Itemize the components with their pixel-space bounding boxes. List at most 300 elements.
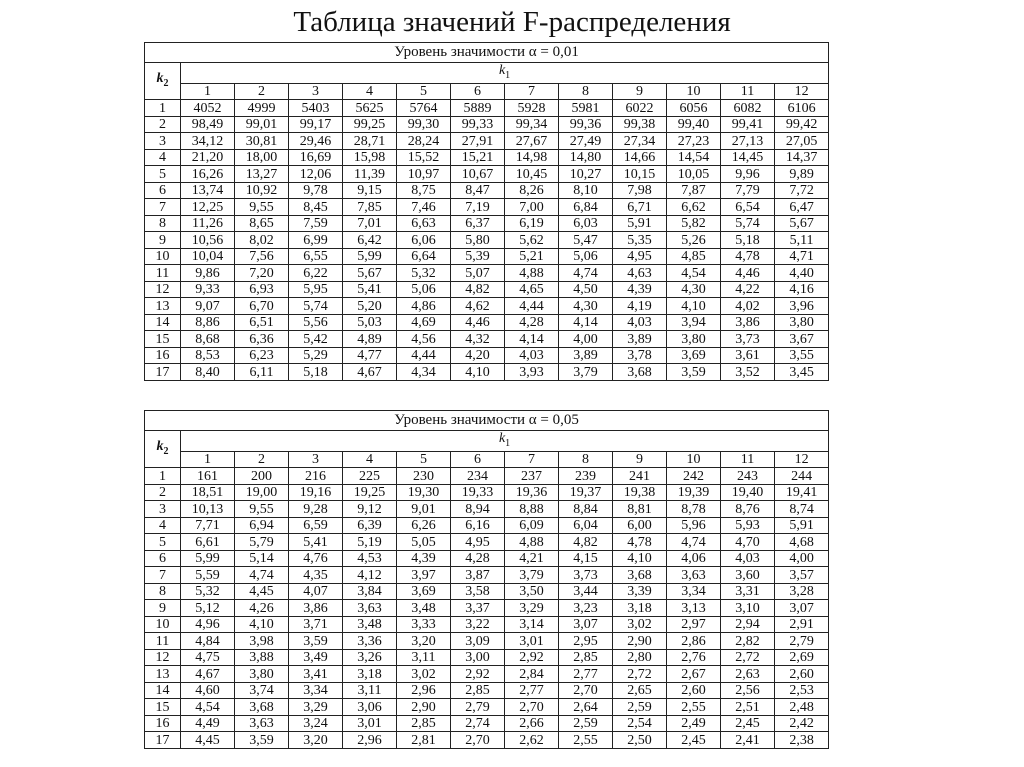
table-cell: 6,42 [343, 232, 397, 249]
table-cell: 7,85 [343, 199, 397, 216]
table-cell: 7,19 [451, 199, 505, 216]
table-cell: 3,18 [343, 666, 397, 683]
table-cell: 3,88 [235, 649, 289, 666]
table-row [145, 100, 829, 117]
table-cell: 5,82 [667, 215, 721, 232]
table-cell: 8,84 [559, 501, 613, 518]
table-cell: 2,77 [559, 666, 613, 683]
table-row [145, 649, 829, 666]
table-cell: 2,59 [613, 699, 667, 716]
table-cell: 13,74 [181, 182, 235, 199]
table-row [145, 517, 829, 534]
table-cell: 10,97 [397, 166, 451, 183]
table-cell: 237 [505, 468, 559, 485]
table-cell: 3,06 [343, 699, 397, 716]
table-cell: 3,86 [289, 600, 343, 617]
row-header-k2: 11 [145, 265, 181, 282]
table-cell: 4,63 [613, 265, 667, 282]
table-cell: 3,80 [667, 331, 721, 348]
table-cell: 11,26 [181, 215, 235, 232]
table-cell: 3,63 [343, 600, 397, 617]
table-row [145, 550, 829, 567]
table-cell: 4,78 [613, 534, 667, 551]
table-cell: 5,42 [289, 331, 343, 348]
table-cell: 2,60 [775, 666, 829, 683]
table-cell: 6,26 [397, 517, 451, 534]
table-cell: 3,33 [397, 616, 451, 633]
table-cell: 4,46 [721, 265, 775, 282]
table-cell: 4,10 [667, 298, 721, 315]
table-cell: 4,86 [397, 298, 451, 315]
row-header-k2: 1 [145, 468, 181, 485]
table-cell: 5,14 [235, 550, 289, 567]
table-cell: 12,06 [289, 166, 343, 183]
table-cell: 10,56 [181, 232, 235, 249]
table-cell: 3,07 [559, 616, 613, 633]
table-cell: 4,85 [667, 248, 721, 265]
page-title: Таблица значений F-распределения [293, 6, 731, 38]
table-cell: 2,77 [505, 682, 559, 699]
table-cell: 2,48 [775, 699, 829, 716]
column-header: 10 [667, 451, 721, 468]
table-cell: 18,00 [235, 149, 289, 166]
table-cell: 7,98 [613, 182, 667, 199]
table-cell: 4,30 [559, 298, 613, 315]
table-cell: 2,64 [559, 699, 613, 716]
table-cell: 7,20 [235, 265, 289, 282]
table-cell: 7,00 [505, 199, 559, 216]
row-header-k2: 13 [145, 298, 181, 315]
table-cell: 4,74 [559, 265, 613, 282]
table-cell: 7,46 [397, 199, 451, 216]
column-header: 12 [775, 451, 829, 468]
table-cell: 9,28 [289, 501, 343, 518]
table-cell: 7,72 [775, 182, 829, 199]
table-cell: 19,25 [343, 484, 397, 501]
row-header-k2: 8 [145, 583, 181, 600]
table-cell: 3,13 [667, 600, 721, 617]
table-cell: 5,06 [397, 281, 451, 298]
table-cell: 16,69 [289, 149, 343, 166]
table-cell: 5,95 [289, 281, 343, 298]
table-cell: 19,39 [667, 484, 721, 501]
table-cell: 4,14 [559, 314, 613, 331]
table-axis-row [145, 63, 829, 84]
table-cell: 6082 [721, 100, 775, 117]
table-cell: 2,90 [613, 633, 667, 650]
table-axis-row [145, 431, 829, 452]
column-header: 10 [667, 83, 721, 100]
table-cell: 5928 [505, 100, 559, 117]
table-cell: 4,10 [235, 616, 289, 633]
table-cell: 3,44 [559, 583, 613, 600]
table-row [145, 331, 829, 348]
table-cell: 4,49 [181, 715, 235, 732]
table-cell: 4,35 [289, 567, 343, 584]
table-cell: 5,29 [289, 347, 343, 364]
table-cell: 2,95 [559, 633, 613, 650]
table-caption-row [145, 43, 829, 63]
table-cell: 4,62 [451, 298, 505, 315]
table-row [145, 501, 829, 518]
table-cell: 3,79 [505, 567, 559, 584]
table-cell: 34,12 [181, 133, 235, 150]
table-cell: 8,40 [181, 364, 235, 381]
table-cell: 10,92 [235, 182, 289, 199]
table-cell: 3,80 [775, 314, 829, 331]
table-cell: 4,67 [343, 364, 397, 381]
table-cell: 8,81 [613, 501, 667, 518]
table-cell: 6,19 [505, 215, 559, 232]
table-cell: 6,16 [451, 517, 505, 534]
column-header: 11 [721, 83, 775, 100]
table-cell: 3,61 [721, 347, 775, 364]
table-cell: 5,62 [505, 232, 559, 249]
row-header-k2: 7 [145, 199, 181, 216]
table-cell: 4,28 [451, 550, 505, 567]
table-cell: 9,96 [721, 166, 775, 183]
table-cell: 10,45 [505, 166, 559, 183]
table-cell: 5625 [343, 100, 397, 117]
table-row [145, 281, 829, 298]
k1-label-sub: 1 [505, 69, 511, 81]
table-cell: 29,46 [289, 133, 343, 150]
table-cell: 6,59 [289, 517, 343, 534]
table-cell: 6,62 [667, 199, 721, 216]
table-cell: 14,80 [559, 149, 613, 166]
table-cell: 3,73 [721, 331, 775, 348]
table-cell: 2,63 [721, 666, 775, 683]
table-cell: 3,97 [397, 567, 451, 584]
table-cell: 3,89 [613, 331, 667, 348]
table-cell: 3,34 [289, 682, 343, 699]
table-cell: 27,34 [613, 133, 667, 150]
table-cell: 18,51 [181, 484, 235, 501]
table-cell: 7,59 [289, 215, 343, 232]
table-cell: 11,39 [343, 166, 397, 183]
table-cell: 5,19 [343, 534, 397, 551]
table-cell: 4,39 [613, 281, 667, 298]
table-row [145, 166, 829, 183]
table-cell: 3,07 [775, 600, 829, 617]
table-cell: 14,66 [613, 149, 667, 166]
table-cell: 4,54 [181, 699, 235, 716]
k1-label-text: k [498, 431, 506, 446]
table-cell: 4,89 [343, 331, 397, 348]
table-cell: 2,72 [721, 649, 775, 666]
column-header: 9 [613, 451, 667, 468]
column-header: 8 [559, 451, 613, 468]
table-row [145, 314, 829, 331]
table-cell: 5,59 [181, 567, 235, 584]
table-cell: 2,65 [613, 682, 667, 699]
table-cell: 6,00 [613, 517, 667, 534]
table-cell: 4,00 [775, 550, 829, 567]
table-cell: 27,13 [721, 133, 775, 150]
table-cell: 3,39 [613, 583, 667, 600]
table-cell: 14,54 [667, 149, 721, 166]
table-cell: 3,48 [397, 600, 451, 617]
table-cell: 10,04 [181, 248, 235, 265]
table-cell: 3,68 [235, 699, 289, 716]
table-cell: 19,40 [721, 484, 775, 501]
table-cell: 4052 [181, 100, 235, 117]
table-cell: 4,88 [505, 265, 559, 282]
table-cell: 4,16 [775, 281, 829, 298]
table-cell: 3,67 [775, 331, 829, 348]
table-cell: 9,78 [289, 182, 343, 199]
table-cell: 8,26 [505, 182, 559, 199]
row-header-k2: 15 [145, 699, 181, 716]
table-cell: 4,45 [235, 583, 289, 600]
row-header-k2: 14 [145, 682, 181, 699]
table-cell: 19,41 [775, 484, 829, 501]
table-cell: 19,33 [451, 484, 505, 501]
table-cell: 27,91 [451, 133, 505, 150]
table-cell: 3,20 [397, 633, 451, 650]
table-cell: 4,78 [721, 248, 775, 265]
row-header-k2: 10 [145, 248, 181, 265]
table-cell: 2,72 [613, 666, 667, 683]
table-cell: 3,10 [721, 600, 775, 617]
k2-label-text: k [156, 439, 164, 455]
table-cell: 2,92 [505, 649, 559, 666]
table-cell: 3,52 [721, 364, 775, 381]
table-cell: 14,45 [721, 149, 775, 166]
table-cell: 3,74 [235, 682, 289, 699]
table-cell: 3,79 [559, 364, 613, 381]
table-cell: 4,22 [721, 281, 775, 298]
table-cell: 9,55 [235, 199, 289, 216]
table-cell: 2,74 [451, 715, 505, 732]
table-cell: 3,80 [235, 666, 289, 683]
table-cell: 3,01 [505, 633, 559, 650]
table-cell: 5,05 [397, 534, 451, 551]
k2-label-sub: 2 [163, 78, 169, 90]
table-cell: 8,74 [775, 501, 829, 518]
table-cell: 5,91 [775, 517, 829, 534]
table-cell: 15,98 [343, 149, 397, 166]
table-cell: 2,86 [667, 633, 721, 650]
table-cell: 27,49 [559, 133, 613, 150]
table-cell: 5,79 [235, 534, 289, 551]
table-row [145, 199, 829, 216]
table-cell: 7,01 [343, 215, 397, 232]
column-header: 6 [451, 451, 505, 468]
table-cell: 3,68 [613, 567, 667, 584]
table-cell: 3,57 [775, 567, 829, 584]
table-cell: 10,67 [451, 166, 505, 183]
table-cell: 99,41 [721, 116, 775, 133]
column-header: 1 [181, 451, 235, 468]
table-cell: 2,59 [559, 715, 613, 732]
table-cell: 99,34 [505, 116, 559, 133]
table-cell: 19,16 [289, 484, 343, 501]
table-cell: 5,35 [613, 232, 667, 249]
table-cell: 5,47 [559, 232, 613, 249]
table-cell: 225 [343, 468, 397, 485]
table-cell: 13,27 [235, 166, 289, 183]
table-cell: 14,37 [775, 149, 829, 166]
table-row [145, 583, 829, 600]
table-cell: 2,96 [397, 682, 451, 699]
table-cell: 3,68 [613, 364, 667, 381]
table-cell: 3,50 [505, 583, 559, 600]
table-cell: 4,53 [343, 550, 397, 567]
table-cell: 243 [721, 468, 775, 485]
table-cell: 2,79 [775, 633, 829, 650]
table-cell: 9,15 [343, 182, 397, 199]
table-cell: 10,15 [613, 166, 667, 183]
table-cell: 3,01 [343, 715, 397, 732]
table-cell: 8,94 [451, 501, 505, 518]
row-header-k2: 17 [145, 364, 181, 381]
table-cell: 3,37 [451, 600, 505, 617]
row-header-k2: 2 [145, 116, 181, 133]
row-header-k2: 2 [145, 484, 181, 501]
table-cell: 99,25 [343, 116, 397, 133]
table-row [145, 633, 829, 650]
table-cell: 2,85 [397, 715, 451, 732]
table-cell: 5403 [289, 100, 343, 117]
table-cell: 10,13 [181, 501, 235, 518]
table-row [145, 484, 829, 501]
table-cell: 3,34 [667, 583, 721, 600]
table-cell: 8,10 [559, 182, 613, 199]
table-cell: 3,23 [559, 600, 613, 617]
row-header-k2: 5 [145, 166, 181, 183]
table-cell: 7,79 [721, 182, 775, 199]
table-cell: 161 [181, 468, 235, 485]
column-header: 9 [613, 83, 667, 100]
table-cell: 4999 [235, 100, 289, 117]
table-cell: 2,82 [721, 633, 775, 650]
table-cell: 4,65 [505, 281, 559, 298]
column-header: 6 [451, 83, 505, 100]
table-row [145, 248, 829, 265]
table-cell: 2,69 [775, 649, 829, 666]
row-header-k2: 13 [145, 666, 181, 683]
table-cell: 3,71 [289, 616, 343, 633]
k2-header [145, 63, 181, 100]
table-row [145, 347, 829, 364]
table-cell: 2,97 [667, 616, 721, 633]
table-cell: 9,86 [181, 265, 235, 282]
table-cell: 5,80 [451, 232, 505, 249]
table-cell: 4,03 [505, 347, 559, 364]
table-cell: 4,88 [505, 534, 559, 551]
table-cell: 3,14 [505, 616, 559, 633]
table-cell: 6,03 [559, 215, 613, 232]
table-cell: 6,39 [343, 517, 397, 534]
table-cell: 7,71 [181, 517, 235, 534]
row-header-k2: 6 [145, 550, 181, 567]
table-cell: 4,19 [613, 298, 667, 315]
table-cell: 6,55 [289, 248, 343, 265]
table-row [145, 616, 829, 633]
table-cell: 2,41 [721, 732, 775, 749]
table-cell: 3,63 [235, 715, 289, 732]
row-header-k2: 6 [145, 182, 181, 199]
table-cell: 7,87 [667, 182, 721, 199]
table-cell: 4,56 [397, 331, 451, 348]
column-header: 2 [235, 451, 289, 468]
table-cell: 3,89 [559, 347, 613, 364]
table-cell: 6,64 [397, 248, 451, 265]
table-cell: 2,96 [343, 732, 397, 749]
table-cell: 4,00 [559, 331, 613, 348]
table-cell: 2,90 [397, 699, 451, 716]
table-cell: 12,25 [181, 199, 235, 216]
table-cell: 5,21 [505, 248, 559, 265]
table-cell: 4,67 [181, 666, 235, 683]
table-cell: 8,68 [181, 331, 235, 348]
table-cell: 4,15 [559, 550, 613, 567]
table-cell: 5,96 [667, 517, 721, 534]
table-row [145, 232, 829, 249]
table-cell: 6056 [667, 100, 721, 117]
table-cell: 3,36 [343, 633, 397, 650]
table-row [145, 298, 829, 315]
table-cell: 3,93 [505, 364, 559, 381]
table-cell: 5,06 [559, 248, 613, 265]
table-cell: 5,03 [343, 314, 397, 331]
table-cell: 8,78 [667, 501, 721, 518]
table-row [145, 265, 829, 282]
table-cell: 4,07 [289, 583, 343, 600]
table-cell: 4,84 [181, 633, 235, 650]
table-cell: 14,98 [505, 149, 559, 166]
table-cell: 99,30 [397, 116, 451, 133]
table-cell: 6,84 [559, 199, 613, 216]
table-cell: 6,71 [613, 199, 667, 216]
table-cell: 2,81 [397, 732, 451, 749]
table-cell: 2,42 [775, 715, 829, 732]
table-cell: 230 [397, 468, 451, 485]
table-cell: 3,63 [667, 567, 721, 584]
table-cell: 4,12 [343, 567, 397, 584]
table-cell: 2,54 [613, 715, 667, 732]
table-cell: 4,34 [397, 364, 451, 381]
table-cell: 3,78 [613, 347, 667, 364]
table-cell: 6,70 [235, 298, 289, 315]
table-cell: 99,01 [235, 116, 289, 133]
table-cell: 6,23 [235, 347, 289, 364]
table-row [145, 666, 829, 683]
table-cell: 98,49 [181, 116, 235, 133]
table-cell: 4,68 [775, 534, 829, 551]
table-row [145, 715, 829, 732]
table-cell: 21,20 [181, 149, 235, 166]
table-cell: 19,36 [505, 484, 559, 501]
table-cell: 2,45 [667, 732, 721, 749]
table-cell: 2,70 [451, 732, 505, 749]
table-cell: 4,82 [451, 281, 505, 298]
table-cell: 99,40 [667, 116, 721, 133]
table-cell: 6,61 [181, 534, 235, 551]
table-cell: 6,04 [559, 517, 613, 534]
table-cell: 19,30 [397, 484, 451, 501]
row-header-k2: 7 [145, 567, 181, 584]
table-cell: 4,03 [613, 314, 667, 331]
table-row [145, 682, 829, 699]
table-cell: 2,55 [559, 732, 613, 749]
table-caption: Уровень значимости α = 0,01 [145, 43, 829, 63]
table-cell: 3,29 [505, 600, 559, 617]
row-header-k2: 9 [145, 232, 181, 249]
table-cell: 4,76 [289, 550, 343, 567]
table-cell: 6,22 [289, 265, 343, 282]
